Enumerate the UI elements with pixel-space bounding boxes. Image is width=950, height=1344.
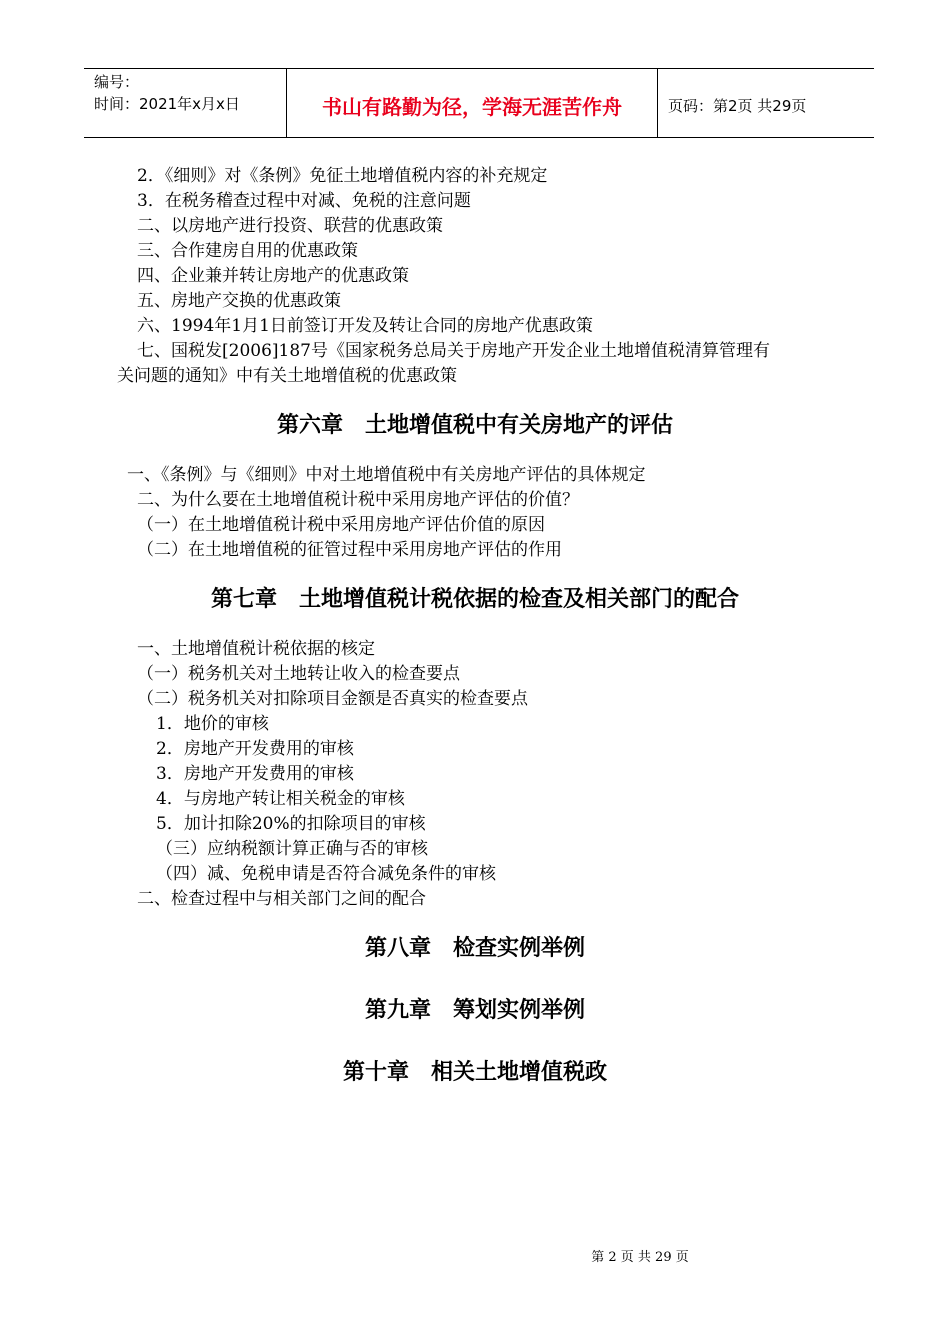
body-line: 2．《细则》对《条例》免征土地增值税内容的补充规定 [137,166,548,186]
body-line: 2．房地产开发费用的审核 [156,739,354,759]
body-line: 一、土地增值税计税依据的核定 [137,639,375,659]
page-header [84,68,874,138]
body-line: 五、房地产交换的优惠政策 [137,291,341,311]
body-line: 5．加计扣除20%的扣除项目的审核 [156,814,426,834]
body-line: 二、为什么要在土地增值税计税中采用房地产评估的价值？ [137,490,579,510]
body-line: 关问题的通知》中有关土地增值税的优惠政策 [117,366,457,386]
body-line: （二）在土地增值税的征管过程中采用房地产评估的作用 [137,540,562,560]
header-page-number: 页码：第2页 共29页 [668,96,807,115]
body-line: （一）在土地增值税计税中采用房地产评估价值的原因 [137,515,545,535]
body-line: 3．房地产开发费用的审核 [156,764,354,784]
body-line: 六、1994年1月1日前签订开发及转让合同的房地产优惠政策 [137,316,593,336]
body-line: 4．与房地产转让相关税金的审核 [156,789,405,809]
body-line: 二、检查过程中与相关部门之间的配合 [137,889,426,909]
body-line: （四）减、免税申请是否符合减免条件的审核 [156,864,496,884]
chapter-heading: 第六章 土地增值税中有关房地产的评估 [276,413,673,438]
body-line: 四、企业兼并转让房地产的优惠政策 [137,266,409,286]
chapter-heading: 第十章 相关土地增值税政 [342,1060,607,1085]
body-line: 1．地价的审核 [156,714,269,734]
body-line: 七、国税发[2006]187号《国家税务总局关于房地产开发企业土地增值税清算管理有 [137,341,770,361]
chapter-heading: 第八章 检查实例举例 [364,936,585,961]
document-number: 编号： [94,73,140,91]
chapter-heading: 第九章 筹划实例举例 [364,998,585,1023]
chapter-heading: 第七章 土地增值税计税依据的检查及相关部门的配合 [210,587,739,612]
body-line: （二）税务机关对扣除项目金额是否真实的检查要点 [137,689,528,709]
page-footer [0,1246,950,1265]
body-line: 一、《条例》与《细则》中对土地增值税中有关房地产评估的具体规定 [127,465,646,485]
body-line: 3．在税务稽查过程中对减、免税的注意问题 [137,191,471,211]
body-line: 三、合作建房自用的优惠政策 [137,241,358,261]
body-line: （三）应纳税额计算正确与否的审核 [156,839,428,859]
body-line: （一）税务机关对土地转让收入的检查要点 [137,664,460,684]
body-line: 二、以房地产进行投资、联营的优惠政策 [137,216,443,236]
footer-page-number: 第 2 页 共 29 页 [591,1250,689,1265]
header-meta [84,69,286,137]
header-motto: 书山有路勤为径，学海无涯苦作舟 [286,69,658,137]
document-time: 时间：2021年x月x日 [94,95,240,113]
